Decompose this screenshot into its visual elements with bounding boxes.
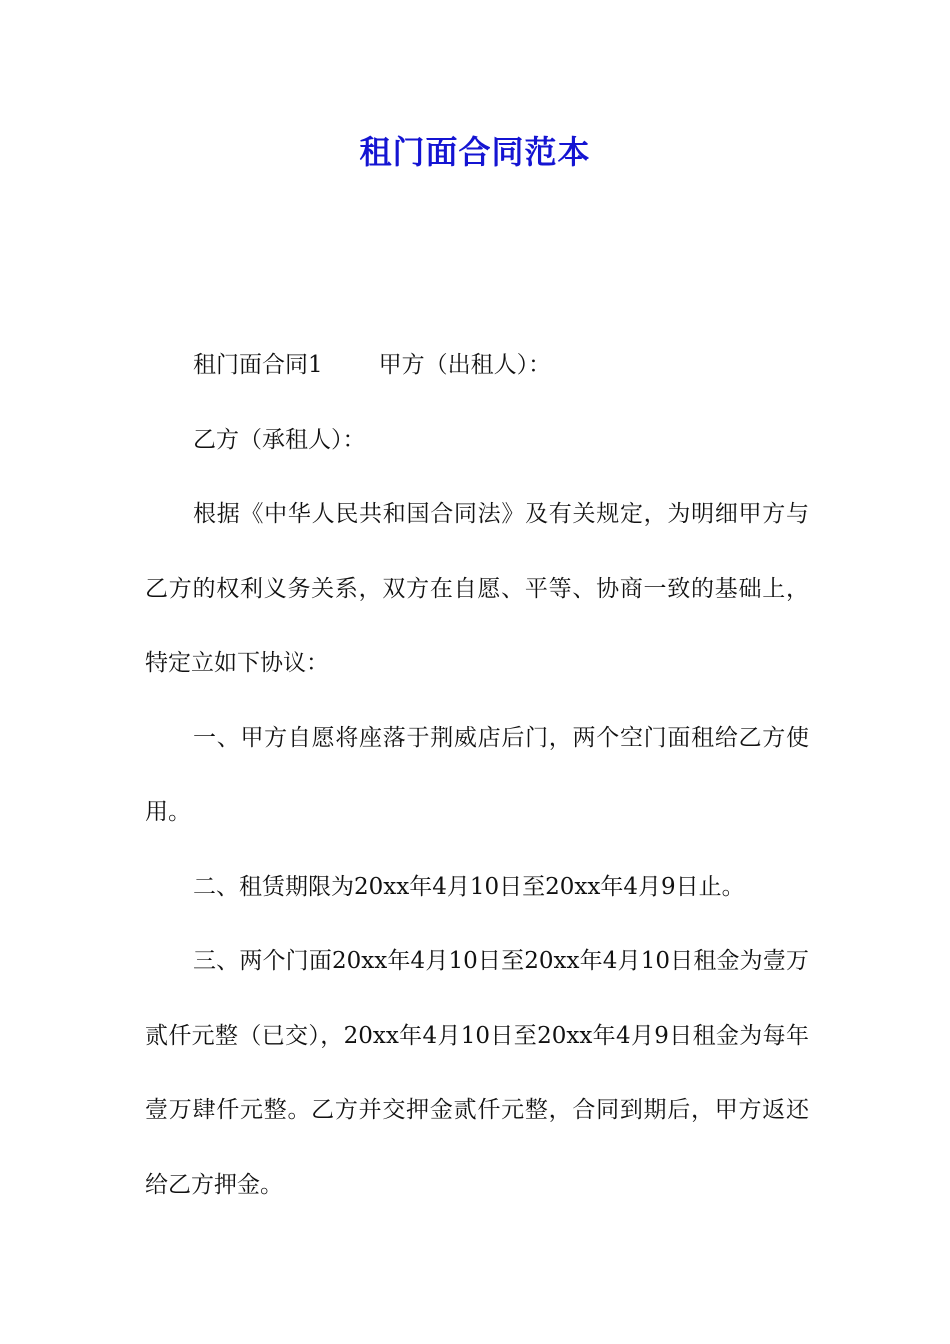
document-title: 租门面合同范本 [359, 133, 591, 171]
party-a: 甲方（出租人）： [378, 352, 552, 378]
document-body [145, 328, 809, 1222]
paragraph-clause-3: 三、两个门面20xx年4月10日至20xx年4月10日租金为壹万贰仟元整（已交），20xx年4月10日至20xx年4月9日租金为每年壹万肆仟元整。乙方并交押金贰仟元整，合同到期后，甲方返还给乙方押金。 [145, 948, 809, 1198]
heading-line [145, 328, 809, 403]
paragraph-clause-2: 二、租赁期限为20xx年4月10日至20xx年4月9日止。 [193, 873, 745, 900]
contract-name: 租门面合同1 [193, 352, 323, 378]
party-b: 乙方（承租人）： [193, 426, 366, 453]
paragraph-clause-1: 一、甲方自愿将座落于荆威店后门，两个空门面租给乙方使用。 [145, 724, 809, 825]
paragraph-preamble: 根据《中华人民共和国合同法》及有关规定，为明细甲方与乙方的权利义务关系，双方在自愿、平等、协商一致的基础上，特定立如下协议： [145, 501, 809, 676]
